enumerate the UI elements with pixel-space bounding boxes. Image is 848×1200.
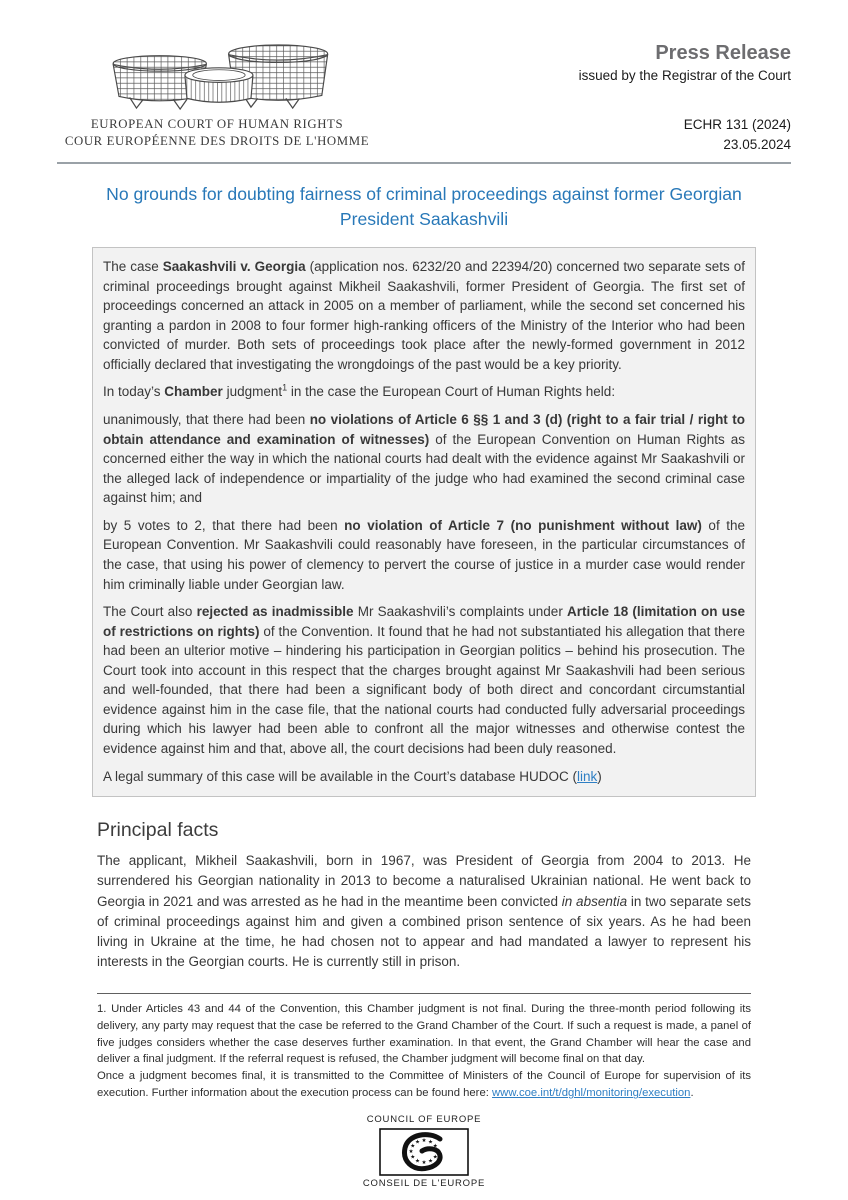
page-title: No grounds for doubting fairness of criminal proceedings against former Georgian President Saakashvili xyxy=(106,184,742,230)
svg-text:★: ★ xyxy=(414,1139,421,1146)
svg-text:★: ★ xyxy=(427,1158,434,1165)
summary-paragraph: unanimously, that there had been no violations of Article 6 §§ 1 and 3 (d) (right to a fair trial / right to obtain attendance and examination of witnesses) of the European Convention on Human Rights as concerned either the way in which the national courts had dealt with the evidence against Mr Saakashvili or the alleged lack of independence or impartiality of the judge who had examined the second criminal case against him; and xyxy=(103,412,746,506)
council-of-europe-label-en: COUNCIL OF EUROPE xyxy=(366,1114,482,1126)
footnote-divider xyxy=(97,993,751,994)
summary-paragraph: In today’s Chamber judgment$^1$ in the case the European Court of Human Rights held: xyxy=(103,382,616,400)
footnotes xyxy=(97,1001,751,1103)
echr-building-icon xyxy=(86,40,348,116)
summary-paragraph: The case Saakashvili v. Georgia (application nos. 6232/20 and 22394/20) concerned two separate sets of criminal proceedings brought against Mikheil Saakashvili, former President of Georgia. The first set of proceedings concerned an attack in 2005 on a member of parliament, while the second set concerned his granting a pardon in 2008 to four former high-ranking officers of the Ministry of the Interior who had been convicted of murder. Both sets of proceedings took place after the newly-formed government in 2012 officially declared that investigating the wrongdoings of the past would be a key priority. xyxy=(103,259,745,372)
svg-text:★: ★ xyxy=(432,1143,438,1150)
svg-text:★: ★ xyxy=(434,1148,440,1155)
footnote-reference: 1 xyxy=(282,382,288,393)
summary-paragraph: The Court also rejected as inadmissible Mr Saakashvili’s complaints under Article 18 (limitation on use of restrictions on rights) of the Convention. It found that he had not substantiated his allegation that there had been an ulterior motive – hindering his participation in Georgian politics – behind his prosecution. The Court took into account in this respect that the charges brought against Mr Saakashvili had been serious and well-founded, that there had been a significant body of both direct and concordant circumstantial evidence against him in the case file, that the national courts had conducted fully adversarial proceedings during which his lawyer had been able to confront all the major witnesses and otherwise contest the evidence against him and that, above all, the court decisions had been duly reasoned. xyxy=(103,604,746,756)
org-name-en: EUROPEAN COURT OF HUMAN RIGHTS xyxy=(90,117,344,131)
summary-paragraph: by 5 votes to 2, that there had been no violation of Article 7 (no punishment without law) of the European Convention. Mr Saakashvili could reasonably have foreseen, in the particular circumstances of the case, that using his power of clemency to pervert the course of justice in a murder case would render him criminally liable under Georgian law. xyxy=(103,517,745,592)
svg-text:★: ★ xyxy=(427,1139,434,1146)
header-meta xyxy=(579,40,791,154)
inline-link[interactable]: link xyxy=(576,768,598,784)
svg-text:★: ★ xyxy=(408,1148,414,1155)
press-release-label: Press Release xyxy=(655,42,791,64)
svg-text:★: ★ xyxy=(410,1143,416,1150)
header-divider xyxy=(57,162,791,164)
svg-text:★: ★ xyxy=(421,1159,427,1166)
org-name-fr: COUR EUROPÉENNE DES DROITS DE L'HOMME xyxy=(64,133,370,148)
svg-text:★: ★ xyxy=(414,1158,421,1165)
issued-by-label: issued by the Registrar of the Court xyxy=(578,68,791,83)
footnote-item: Once a judgment becomes final, it is transmitted to the Committee of Ministers of the Council of Europe for supervision of its execution. Further information about the execution process can be found here: www.coe.int/t/dghl/monitoring/execution. xyxy=(97,1070,751,1100)
document-date: 23.05.2024 xyxy=(723,136,791,152)
section-heading-principal-facts: Principal facts xyxy=(97,819,219,842)
facts-paragraph: The applicant, Mikheil Saakashvili, born in 1967, was President of Georgia from 2004 to 2013. He surrendered his Georgian nationality in 2013 to become a naturalised Ukrainian national. He went back to Georgia in 2021 and was arrested as he had in the meantime been convicted in absentia in two separate sets of criminal proceedings against him and given a combined prison sentence of six years. As he had been living in Ukraine at the time, he had chosen not to appear and had mandated a lawyer to represent his interests in the Georgian courts. He is currently still in prison. xyxy=(97,853,751,970)
summary-box xyxy=(92,247,756,797)
svg-text:★: ★ xyxy=(432,1154,438,1161)
svg-text:★: ★ xyxy=(421,1137,427,1144)
svg-text:★: ★ xyxy=(410,1154,416,1161)
footer xyxy=(0,1114,848,1189)
inline-link[interactable]: www.coe.int/t/dghl/monitoring/execution xyxy=(492,1087,691,1100)
council-of-europe-logo-icon xyxy=(379,1128,469,1176)
footnote-item: 1. Under Articles 43 and 44 of the Convention, this Chamber judgment is not final. During the three-month period following its delivery, any party may request that the case be referred to the Grand Chamber of the Court. If such a request is made, a panel of five judges considers whether the case deserves further examination. In that event, the Grand Chamber will hear the case and deliver a final judgment. If the referral request is refused, the Chamber judgment will become final on that day. xyxy=(97,1002,751,1066)
document-reference: ECHR 131 (2024) xyxy=(683,117,791,132)
summary-paragraph: A legal summary of this case will be available in the Court’s database HUDOC (link) xyxy=(103,768,602,784)
council-of-europe-label-fr: CONSEIL DE L'EUROPE xyxy=(362,1177,486,1189)
header xyxy=(0,0,848,154)
echr-brand xyxy=(57,40,377,154)
